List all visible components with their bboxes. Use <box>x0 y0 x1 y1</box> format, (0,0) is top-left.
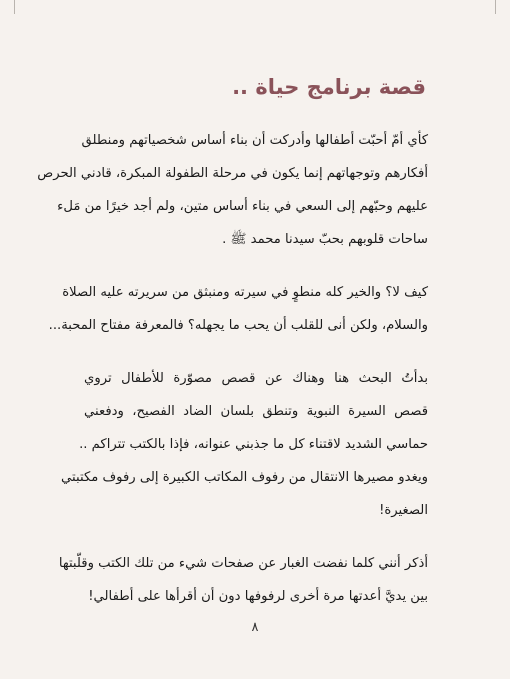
paragraph-line: أذكر أنني كلما نفضت الغبار عن صفحات شيء من تلك الكتب وقلّبتها <box>58 556 428 571</box>
paragraph-2 <box>48 276 428 342</box>
paragraph-line: ساحات قلوبهم بحبّ سيدنا محمد ﷺ . <box>222 232 428 247</box>
page-number: ٨ <box>251 620 259 635</box>
crop-mark-right <box>495 0 496 14</box>
paragraph-1 <box>37 124 428 256</box>
paragraph-line: الصغيرة! <box>379 503 428 518</box>
paragraph-line: حماسي الشديد لاقتناء كل ما جذبني عنوانه، فإذا بالكتب تتراكم .. <box>79 437 428 452</box>
chapter-title: قصة برنامج حياة .. <box>232 75 426 99</box>
paragraph-line: ويغدو مصيرها الانتقال من رفوف المكاتب الكبيرة إلى رفوف مكتبتي <box>61 470 428 485</box>
crop-mark-left <box>14 0 15 14</box>
paragraph-line: بين يديَّ أعدتها مرة أخرى لرفوفها دون أن أقرأها على أطفالي! <box>88 589 428 604</box>
paragraph-3 <box>61 362 428 527</box>
paragraph-line: بدأتُ البحث هنا وهناك عن قصص مصوّرة للأطفال تروي <box>84 371 428 386</box>
paragraph-line: عليهم وحبّهم إلى السعي في بناء أساس متين، ولم أجد خيرًا من مَلء <box>57 199 428 214</box>
paragraph-line: كيف لا؟ والخير كله منطوٍ في سيرته ومنبثق من سريرته عليه الصلاة <box>62 285 428 300</box>
paragraph-line: كأي أمّ أحبّت أطفالها وأدركت أن بناء أساس شخصياتهم ومنطلق <box>81 133 428 148</box>
paragraph-4 <box>58 547 428 613</box>
paragraph-line: قصص السيرة النبوية وتنطق بلسان الضاد الفصيح، ودفعني <box>84 404 428 419</box>
paragraph-line: والسلام، ولكن أنى للقلب أن يحب ما يجهله؟ فالمعرفة مفتاح المحبة... <box>48 318 428 333</box>
paragraph-line: أفكارهم وتوجهاتهم إنما يكون في مرحلة الطفولة المبكرة، قادني الحرص <box>37 166 428 181</box>
body-text <box>37 124 428 613</box>
